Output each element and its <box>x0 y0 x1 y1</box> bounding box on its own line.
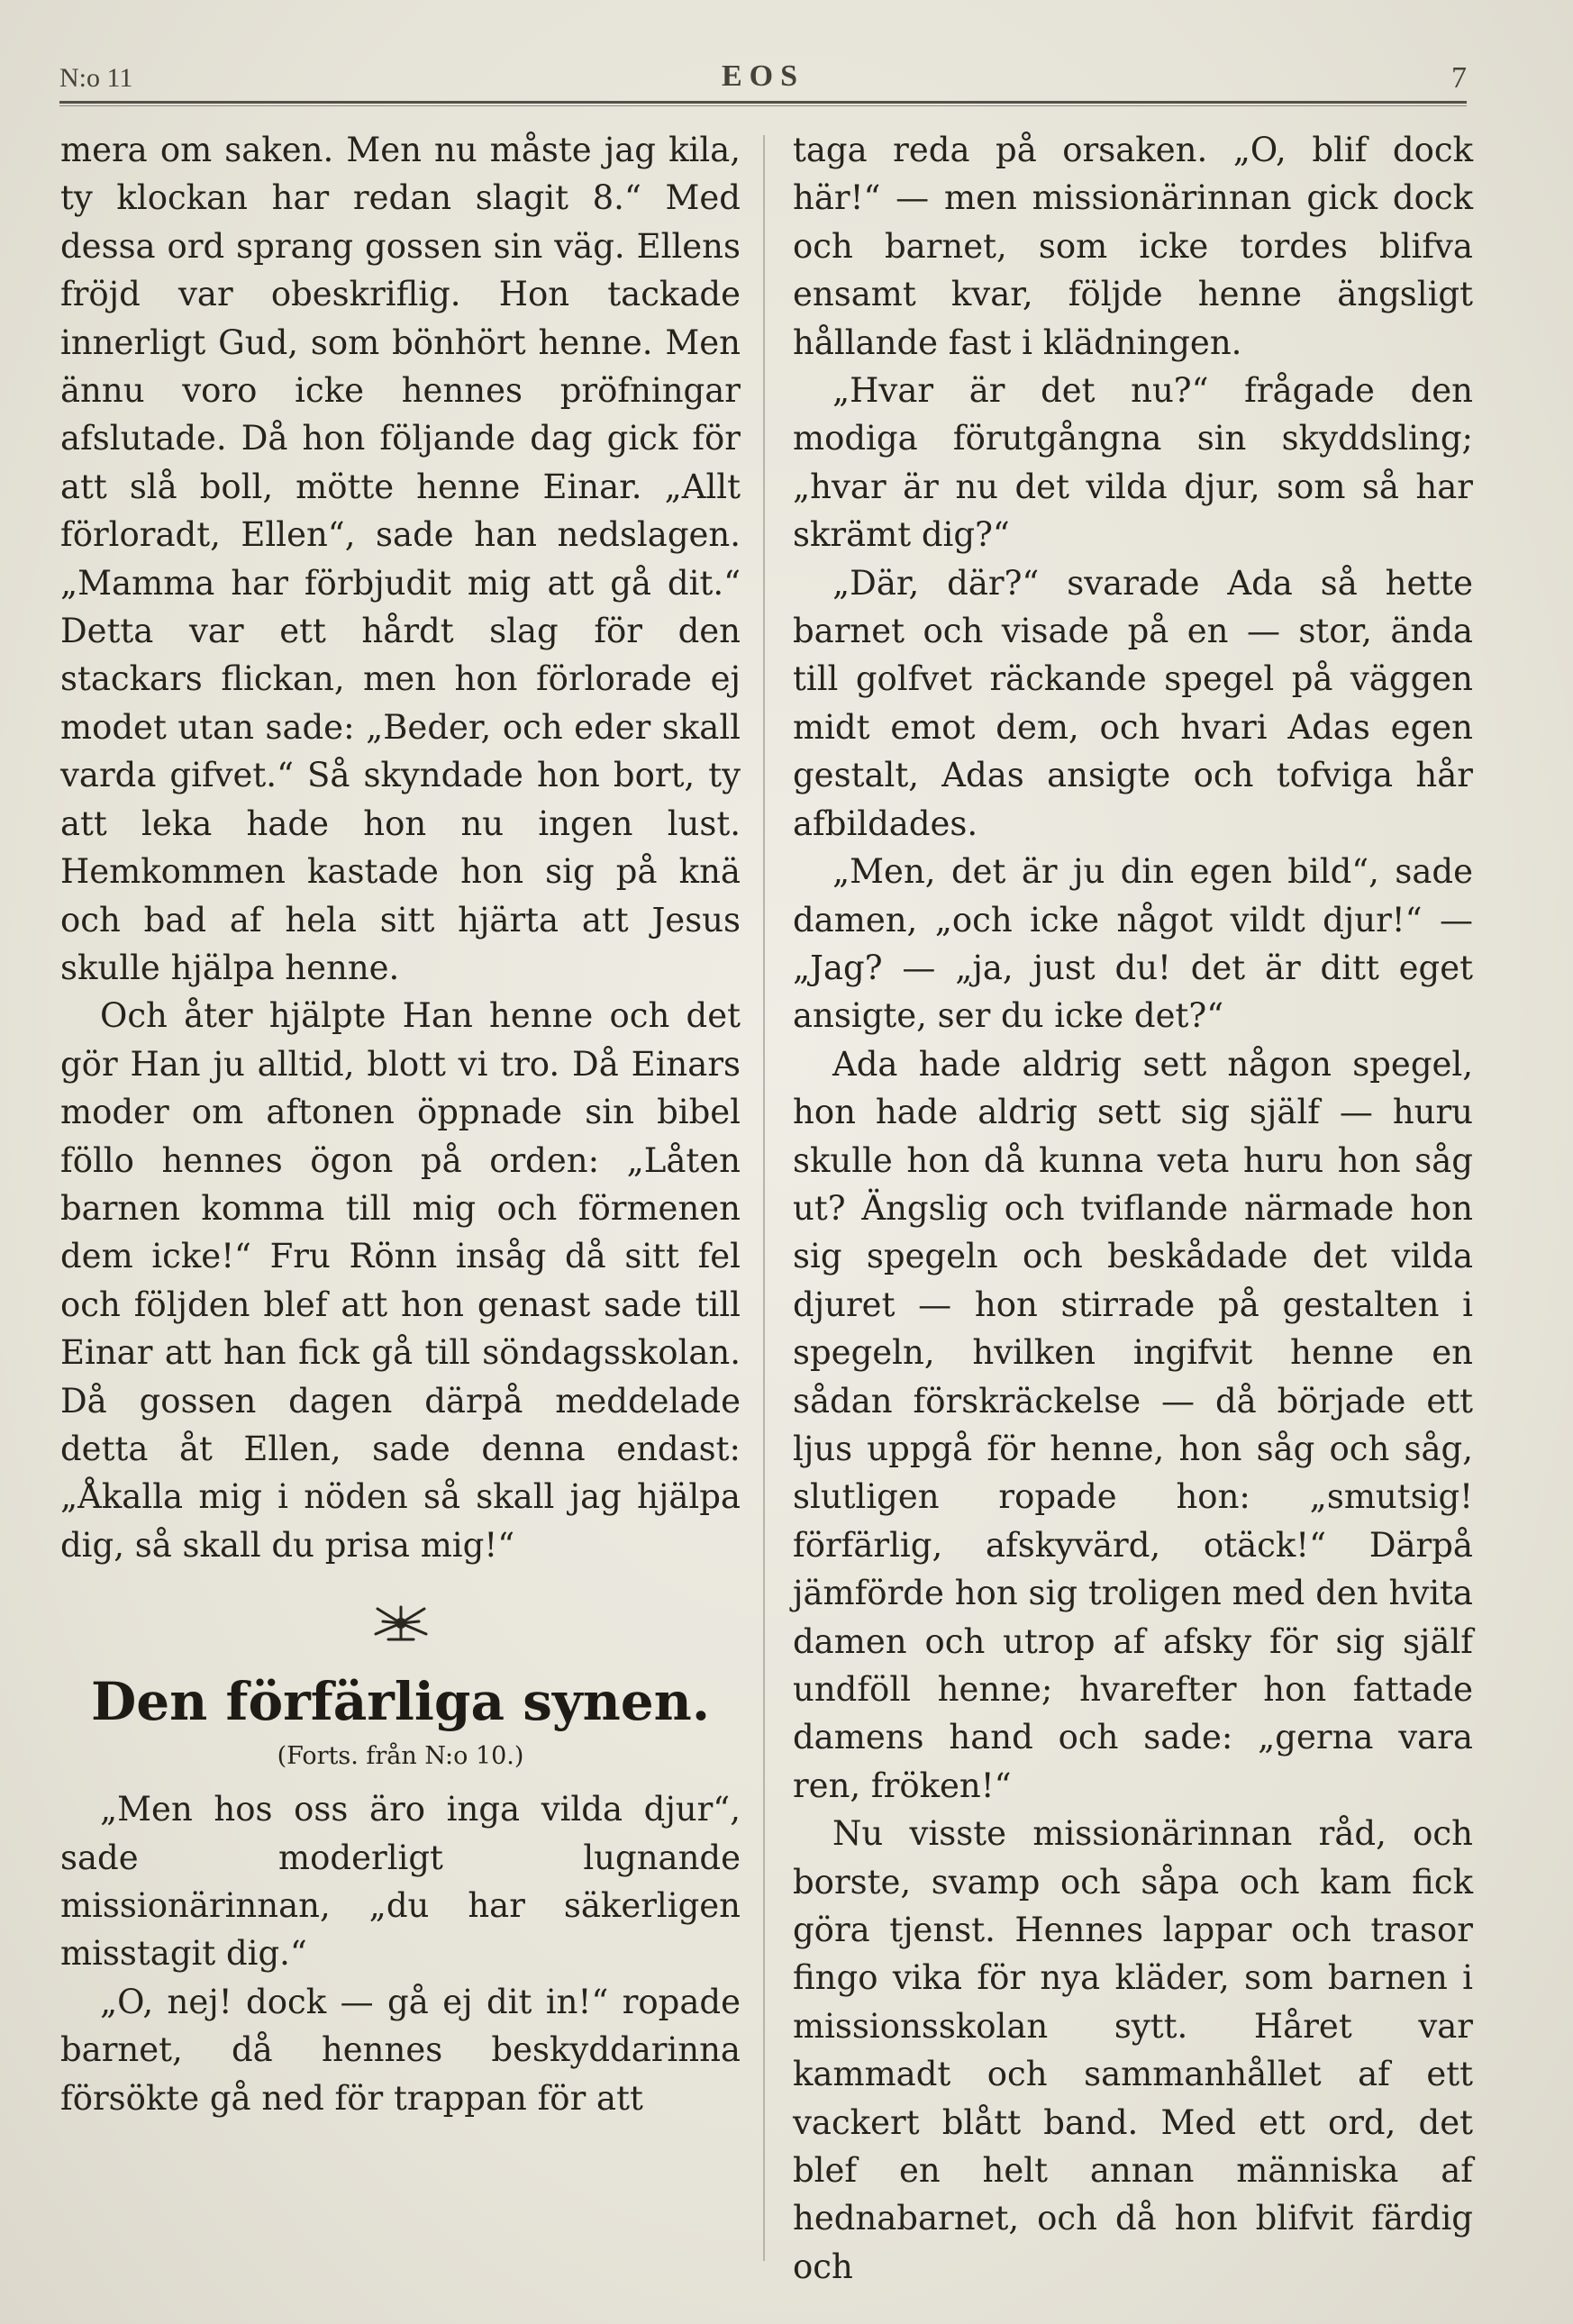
paragraph: Och åter hjälpte Han henne och det gör Han ju alltid, blott vi tro. Då Einars moder om aftonen öppnade sin bibel föllo hennes ögon på orden: „Låten barnen komma till mig och förmenen dem icke!“ Fru Rönn insåg då sitt fel och följden blef att hon genast sade till Einar att han fick gå till söndagsskolan. Då gossen dagen därpå meddelade detta åt Ellen, sade denna endast: „Åkalla mig i nöden så skall jag hjälpa dig, så skall du prisa mig!“ <box>60 996 741 1565</box>
continuation-note: (Forts. från N:o 10.) <box>277 1742 524 1771</box>
paragraph: Ada hade aldrig sett någon spegel, hon hade aldrig sett sig själf — huru skulle hon då kunna veta huru hon såg ut? Ängslig och tviflande närmade hon sig spegeln och beskådade det vilda djuret — hon stirrade på gestalten i spegeln, hvilken ingifvit henne en sådan förskräckelse — då började ett ljus uppgå för henne, hon såg och såg, slutligen ropade hon: „smutsig! förfärlig, afskyvärd, otäck!“ Därpå jämförde hon sig troligen med den hvita damen och utrop af afsky för sig själf undföll henne; hvarefter hon fattade damens hand och sade: „gerna vara ren, fröken!“ <box>793 1044 1473 1805</box>
page-number: 7 <box>1451 61 1467 95</box>
paragraph: „O, nej! dock — gå ej dit in!“ ropade barnet, då hennes beskyddarinna försökte gå ned för trappan för att <box>60 1982 741 2118</box>
journal-title: EOS <box>721 59 805 93</box>
paragraph: „Men hos oss äro inga vilda djur“, sade moderligt lugnande missionärinnan, „du har säkerligen misstagit dig.“ <box>60 1790 741 1974</box>
header-rule <box>59 101 1467 106</box>
paragraph: taga reda på orsaken. „O, blif dock här!“ — men missionärinnan gick dock och barnet, som icke tordes blifva ensamt kvar, följde henne ängsligt hållande fast i klädningen. <box>793 131 1473 362</box>
ornament-icon <box>60 1569 741 1668</box>
paragraph: Nu visste missionärinnan råd, och borste, svamp och såpa och kam fick göra tjenst. Hennes lappar och trasor fingo vika för nya kläder, som barnen i missionsskolan sytt. Håret var kammadt och sammanhållet af ett vackert blått band. Med ett ord, det blef en helt annan människa af hednabarnet, och då hon blifvit färdig och <box>793 1814 1473 2286</box>
right-column <box>793 126 1473 2291</box>
article-title: Den förfärliga synen. <box>90 1671 711 1733</box>
page-header <box>59 54 1467 99</box>
paragraph: „Men, det är ju din egen bild“, sade damen, „och icke något vildt djur!“ — „Jag? — „ja, just du! det är ditt eget ansigte, ser du icke det?“ <box>793 852 1473 1036</box>
left-column <box>60 126 741 2122</box>
paragraph: „Hvar är det nu?“ frågade den modiga förutgångna sin skyddsling; „hvar är nu det vilda djur, som så har skrämt dig?“ <box>793 371 1473 555</box>
column-divider <box>763 135 765 2261</box>
paragraph: „Där, där?“ svarade Ada så hette barnet och visade på en — stor, ända till golfvet räckande spegel på väggen midt emot dem, och hvari Adas egen gestalt, Adas ansigte och tofviga hår afbildades. <box>793 563 1473 843</box>
issue-number: N:o 11 <box>59 63 133 93</box>
paragraph: mera om saken. Men nu måste jag kila, ty klockan har redan slagit 8.“ Med dessa ord sprang gossen sin väg. Ellens fröjd var obeskriflig. Hon tackade innerligt Gud, som bönhört henne. Men ännu voro icke hennes pröfningar afslutade. Då hon följande dag gick för att slå boll, mötte henne Einar. „Allt förloradt, Ellen“, sade han nedslagen. „Mamma har förbjudit mig att gå dit.“ Detta var ett hårdt slag för den stackars flickan, men hon förlorade ej modet utan sade: „Beder, och eder skall varda gifvet.“ Så skyndade hon bort, ty att leka hade hon nu ingen lust. Hemkommen kastade hon sig på knä och bad af hela sitt hjärta att Jesus skulle hjälpa henne. <box>60 131 741 987</box>
